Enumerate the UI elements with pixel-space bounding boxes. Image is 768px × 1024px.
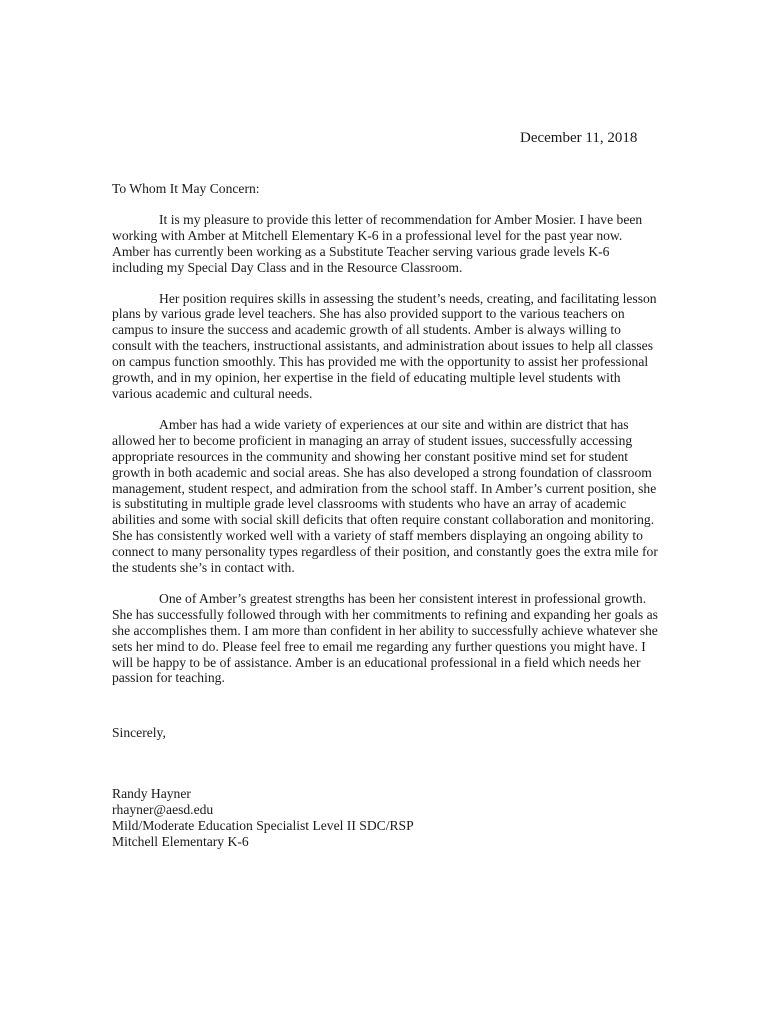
signature-block (112, 786, 658, 850)
signer-title: Mild/Moderate Education Specialist Level II SDC/RSP (112, 818, 414, 834)
signer-email: rhayner@aesd.edu (112, 802, 214, 818)
signer-school: Mitchell Elementary K-6 (112, 834, 249, 849)
paragraph-experience: Amber has had a wide variety of experiences at our site and within are district that has allowed her to become proficient in managing an array of student issues, successfully accessing appropriate resources in the community and showing her constant positive mind set for student growth in both academic and social areas. She has also developed a strong foundation of classroom management, student respect, and admiration from the school staff. In Amber’s current position, she is substituting in multiple grade level classrooms with students who have an array of academic abilities and some with social skill deficits that often require constant collaboration and monitoring. She has consistently worked well with a variety of staff members displaying an ongoing ability to connect to many personality types regardless of their position, and constantly goes the extra mile for the students she’s in contact with. (112, 416, 658, 576)
paragraph-strengths: One of Amber’s greatest strengths has been her consistent interest in professional growth. She has successfully followed through with her commitments to refining and expanding her goals as she accomplishes them. I am more than confident in her ability to successfully achieve whatever she sets her mind to do. Please feel free to email me regarding any further questions you might have. I will be happy to be of assistance. Amber is an educational professional in a field which needs her passion for teaching. (112, 590, 658, 686)
salutation: To Whom It May Concern: (112, 181, 260, 196)
paragraph-introduction: It is my pleasure to provide this letter of recommendation for Amber Mosier. I have been working with Amber at Mitchell Elementary K-6 in a professional level for the past year now. Amber has currently been working as a Substitute Teacher serving various grade levels K-6 including my Special Day Class and in the Resource Classroom. (112, 211, 643, 275)
closing: Sincerely, (112, 725, 166, 741)
letter-date: December 11, 2018 (520, 130, 638, 146)
paragraph-position: Her position requires skills in assessing the student’s needs, creating, and facilitating lesson plans by various grade level teachers. She has also provided support to the various teachers on campus to insure the success and academic growth of all students. Amber is always willing to consult with the teachers, instructional assistants, and administration about issues to help all classes on campus function smoothly. This has provided me with the opportunity to assist her professional growth, and in my opinion, her expertise in the field of educating multiple level students with various academic and cultural needs. (112, 290, 657, 401)
signer-name: Randy Hayner (112, 786, 191, 802)
letter-body (112, 181, 658, 850)
